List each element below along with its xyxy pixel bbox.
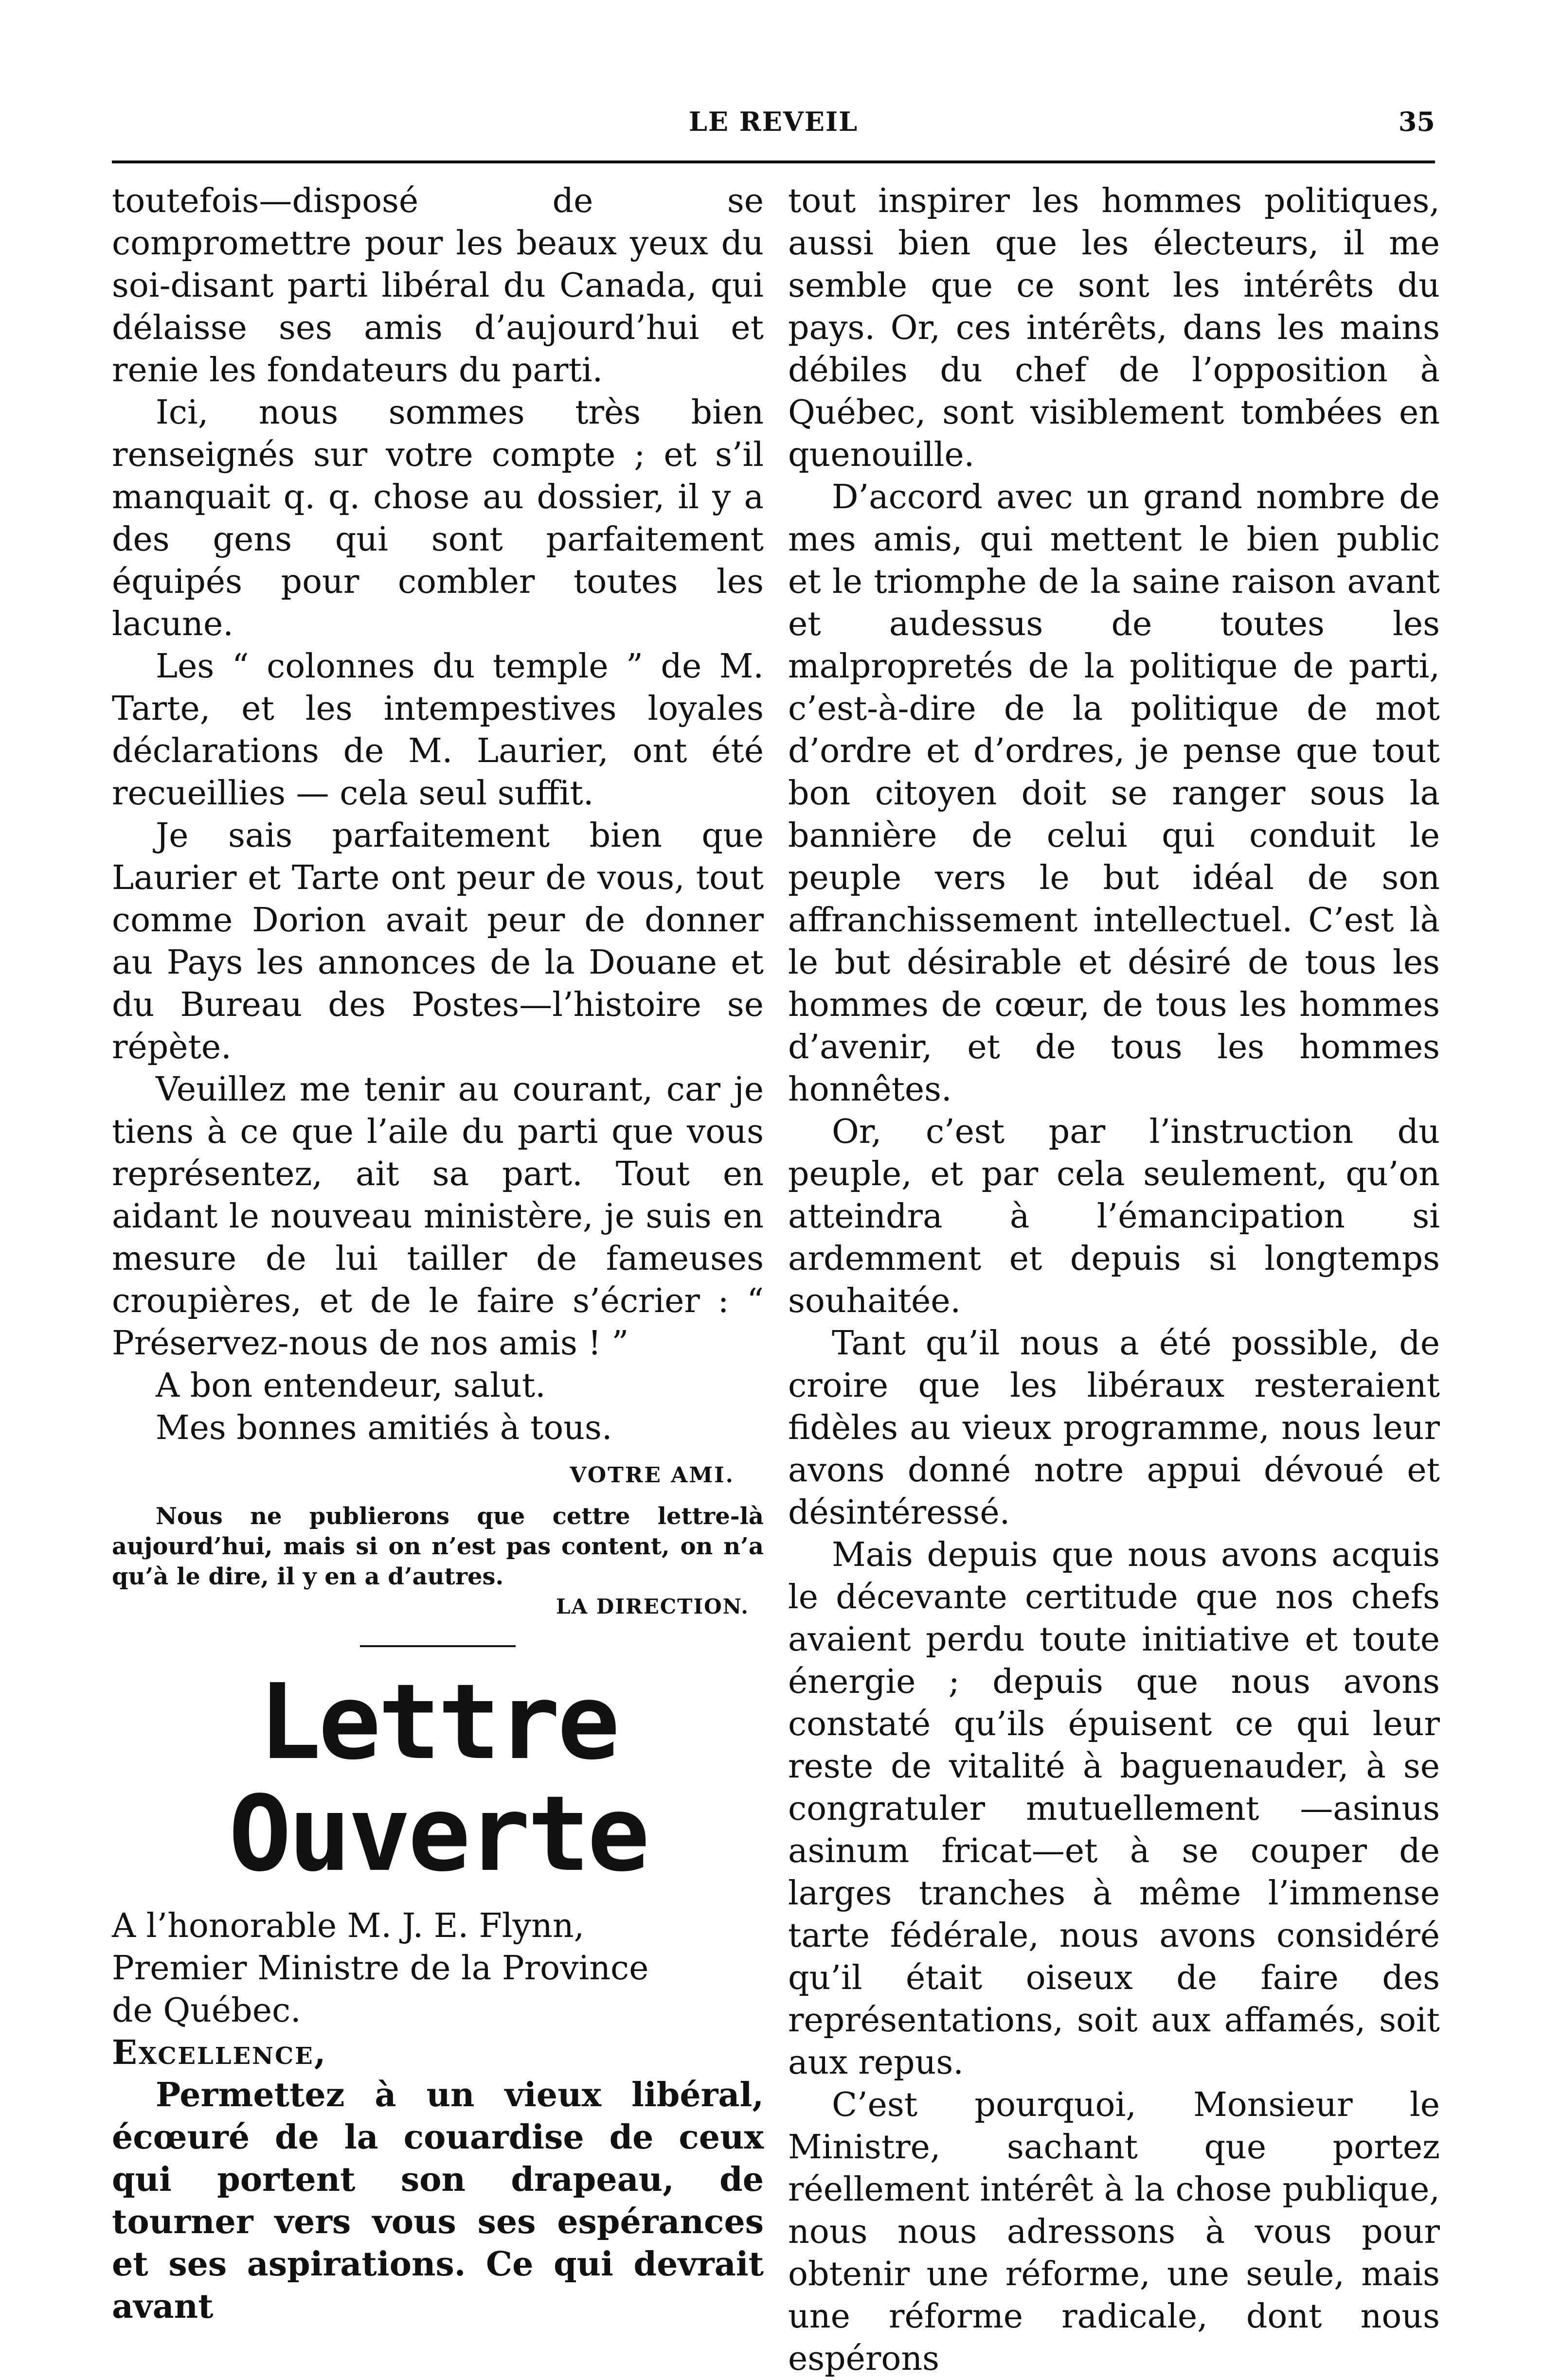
- paragraph: Mes bonnes amitiés à tous.: [156, 1409, 612, 1447]
- paragraph: D’accord avec un grand nombre de mes amis, qui mettent le bien public et le triomphe de la saine raison avant et audessus de toutes les malpropretés de la politique de parti, c’est-à-dire de la politique de mot d’ordre et d’ordres, je pense que tout bon citoyen doit se ranger sous la bannière de celui qui conduit le peuple vers le but idéal de son affranchissement intellectuel. C’est là le but désirable et désiré de tous les hommes de cœur, de tous les hommes d’avenir, et de tous les hommes honnêtes.: [788, 478, 1440, 1109]
- paragraph: Veuillez me tenir au courant, car je tiens à ce que l’aile du parti que vous représentez, ait sa part. Tout en aidant le nouveau ministère, je suis en mesure de lui tailler de fameuses croupières, et de le faire s’écrier : “ Préservez-nous de nos amis ! ”: [112, 1070, 764, 1363]
- paragraph: toutefois—disposé de se compromettre pour les beaux yeux du soi-disant parti libéral du Canada, qui délaisse ses amis d’aujourd’hui et renie les fondateurs du parti.: [112, 182, 764, 390]
- editor-signature: LA DIRECTION.: [556, 1595, 749, 1618]
- header-rule: [112, 160, 1435, 163]
- page-header: [112, 106, 1435, 145]
- paragraph: Ici, nous sommes très bien renseignés sur votre compte ; et s’il manquait q. q. chose au dossier, il y a des gens qui sont parfaitement équipés pour combler toutes les lacune.: [112, 393, 764, 643]
- paragraph: A bon entendeur, salut.: [156, 1367, 546, 1405]
- salutation: Excellence,: [112, 2033, 327, 2072]
- address-line: Premier Ministre de la Province: [112, 1949, 649, 1988]
- paragraph: Les “ colonnes du temple ” de M. Tarte, et les intempestives loyales déclarations de M. Laurier, ont été recueillies — cela seul suffit.: [112, 647, 764, 813]
- paragraph: Je sais parfaitement bien que Laurier et Tarte ont peur de vous, tout comme Dorion avait peur de donner au Pays les annonces de la Douane et du Bureau des Postes—l’histoire se répète.: [112, 817, 764, 1066]
- address-line: A l’honorable M. J. E. Flynn,: [112, 1907, 585, 1945]
- letter-title: Lettre Ouverte: [229, 1662, 647, 1895]
- page-number: 35: [1398, 106, 1435, 137]
- right-column: [788, 180, 1440, 2380]
- paragraph: C’est pourquoi, Monsieur le Ministre, sachant que portez réellement intérêt à la chose publique, nous nous adressons à vous pour obtenir une réforme, une seule, mais une réforme radicale, dont nous espérons: [788, 2086, 1440, 2378]
- paragraph: Tant qu’il nous a été possible, de croire que les libéraux resteraient fidèles au vieux programme, nous leur avons donné notre appui dévoué et désintéressé.: [788, 1324, 1440, 1532]
- paragraph: Mais depuis que nous avons acquis le décevante certitude que nos chefs avaient perdu toute initiative et toute énergie ; depuis que nous avons constaté qu’ils épuisent ce qui leur reste de vitalité à baguenauder, à se congratuler mutuellement —asinus asinum fricat—et à se couper de larges tranches à même l’immense tarte fédérale, nous avons considéré qu’il était oiseux de faire des représentations, soit aux affamés, soit aux repus.: [788, 1536, 1440, 2082]
- paragraph: tout inspirer les hommes politiques, aussi bien que les électeurs, il me semble que ce sont les intérêts du pays. Or, ces intérêts, dans les mains débiles du chef de l’opposition à Québec, sont visiblement tombées en quenouille.: [788, 182, 1440, 474]
- journal-title: LE REVEIL: [688, 106, 859, 137]
- paragraph: Or, c’est par l’instruction du peuple, et par cela seulement, qu’on atteindra à l’émancipation si ardemment et depuis si longtemps souhaitée.: [788, 1113, 1440, 1320]
- address-line: de Québec.: [112, 1991, 301, 2030]
- editor-note: Nous ne publierons que cettre lettre-là aujourd’hui, mais si on n’est pas content, on n’a qu’à le dire, il y en a d’autres.: [112, 1503, 764, 1590]
- letter-signature: VOTRE AMI.: [570, 1463, 735, 1488]
- left-column: [112, 180, 764, 2328]
- section-divider: [360, 1645, 516, 1647]
- letter-paragraph: Permettez à un vieux libéral, écœuré de la couardise de ceux qui portent son drapeau, de tourner vers vous ses espérances et ses aspirations. Ce qui devrait avant: [112, 2076, 764, 2326]
